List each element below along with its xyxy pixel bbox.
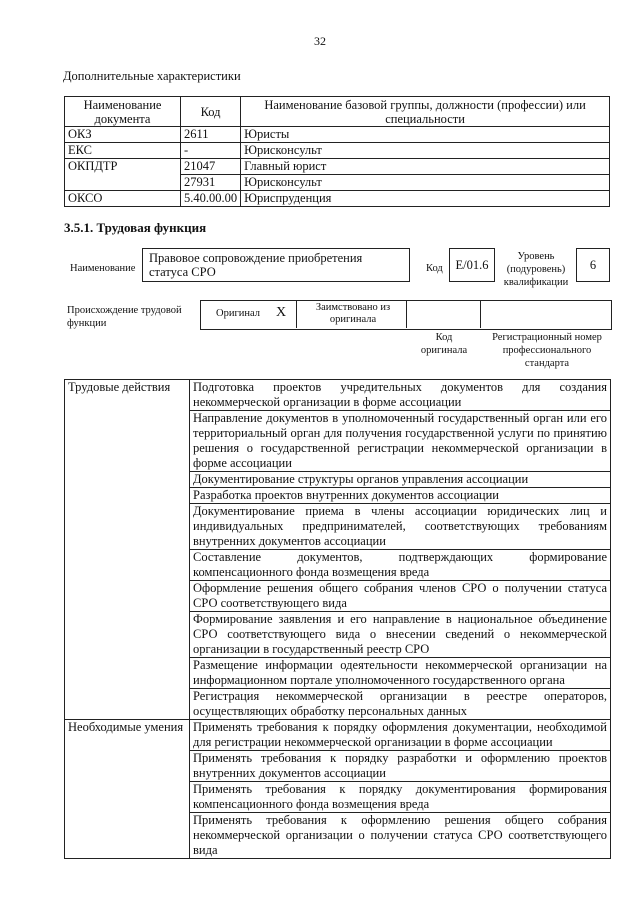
table-row [65, 380, 611, 411]
origin-divider [480, 300, 481, 328]
row-doc: ОКСО [65, 191, 181, 207]
labor-action-item: Регистрация некоммерческой организации в реестре операторов, осуществляющих обработку персональных данных [190, 689, 611, 720]
row-name: Юрисконсульт [241, 143, 610, 159]
skill-item: Применять требования к оформлению решения общего собрания некоммерческой организации о получении статуса СРО соответствующего вида [190, 813, 611, 859]
function-name-value: Правовое сопровождение приобретения статуса СРО [142, 248, 410, 282]
labor-action-item: Подготовка проектов учредительных документов для создания некоммерческой организации в форме ассоциации [190, 380, 611, 411]
row-code: - [181, 143, 241, 159]
row-code: 21047 [181, 159, 241, 175]
characteristics-table [64, 96, 610, 207]
row-code: 27931 [181, 175, 241, 191]
table-row [65, 159, 610, 175]
skill-item: Применять требования к порядку оформления документации, необходимой для регистрации некоммерческой организации в форме ассоциации [190, 720, 611, 751]
row-code: 2611 [181, 127, 241, 143]
skill-item: Применять требования к порядку документирования формирования компенсационного фонда возмещения вреда [190, 782, 611, 813]
row-name: Юрисконсульт [241, 175, 610, 191]
header-code: Код [181, 97, 241, 127]
table-row [65, 720, 611, 751]
header-group-name: Наименование базовой группы, должности (профессии) или специальности [241, 97, 610, 127]
qualification-level-label: Уровень (подуровень) квалификации [503, 251, 569, 288]
skills-label: Необходимые умения [65, 720, 190, 859]
row-name: Главный юрист [241, 159, 610, 175]
characteristics-header-row [65, 97, 610, 127]
section-heading: 3.5.1. Трудовая функция [64, 220, 207, 235]
labor-action-item: Формирование заявления и его направление в национальное объединение СРО соответствующего вида о внесении сведений о некоммерческой организации в государственный реестр СРО [190, 612, 611, 658]
labor-action-item: Составление документов, подтверждающих формирование компенсационного фонда возмещения вреда [190, 550, 611, 581]
row-code: 5.40.00.00 [181, 191, 241, 207]
function-details-table [64, 379, 611, 859]
origin-divider [296, 300, 297, 328]
table-row [65, 191, 610, 207]
origin-label: Происхождение трудовой функции [67, 305, 182, 329]
qualification-level-value: 6 [576, 248, 610, 282]
code-original-caption: Код оригинала [420, 332, 468, 356]
labor-action-item: Оформление решения общего собрания членов СРО о получении статуса СРО соответствующего вида [190, 581, 611, 612]
labor-actions-label: Трудовые действия [65, 380, 190, 720]
row-doc: ОКЗ [65, 127, 181, 143]
labor-action-item: Документирование приема в члены ассоциации юридических лиц и индивидуальных предпринимателей, соответствующих требованиям внутренних документов ассоциации [190, 504, 611, 550]
labor-action-item: Разработка проектов внутренних документов ассоциации [190, 488, 611, 504]
labor-action-item: Направление документов в уполномоченный государственный орган или его территориальный орган для получения государственной услуги по принятию решения о государственной регистрации некоммерческой организации в форме ассоциации [190, 411, 611, 472]
original-label: Оригинал [216, 308, 260, 319]
function-name-label: Наименование [70, 263, 136, 274]
labor-action-item: Размещение информации одеятельности некоммерческой организации на информационном портале уполномоченного государственного органа [190, 658, 611, 689]
registration-number-caption: Регистрационный номер профессионального стандарта [492, 332, 602, 369]
function-code-value: E/01.6 [449, 248, 495, 282]
section-caption: Дополнительные характеристики [63, 69, 241, 83]
table-row [65, 143, 610, 159]
header-doc-name: Наименование документа [65, 97, 181, 127]
function-code-label: Код [426, 263, 443, 274]
row-name: Юристы [241, 127, 610, 143]
labor-action-item: Документирование структуры органов управления ассоциации [190, 472, 611, 488]
row-doc: ОКПДТР [65, 159, 181, 191]
original-mark: X [276, 305, 287, 320]
row-doc: ЕКС [65, 143, 181, 159]
table-row [65, 127, 610, 143]
page-number: 32 [314, 34, 326, 48]
skill-item: Применять требования к порядку разработки и оформлению проектов внутренних документов ассоциации [190, 751, 611, 782]
borrowed-label: Заимствовано из оригинала [315, 302, 391, 325]
row-name: Юриспруденция [241, 191, 610, 207]
origin-divider [406, 300, 407, 328]
